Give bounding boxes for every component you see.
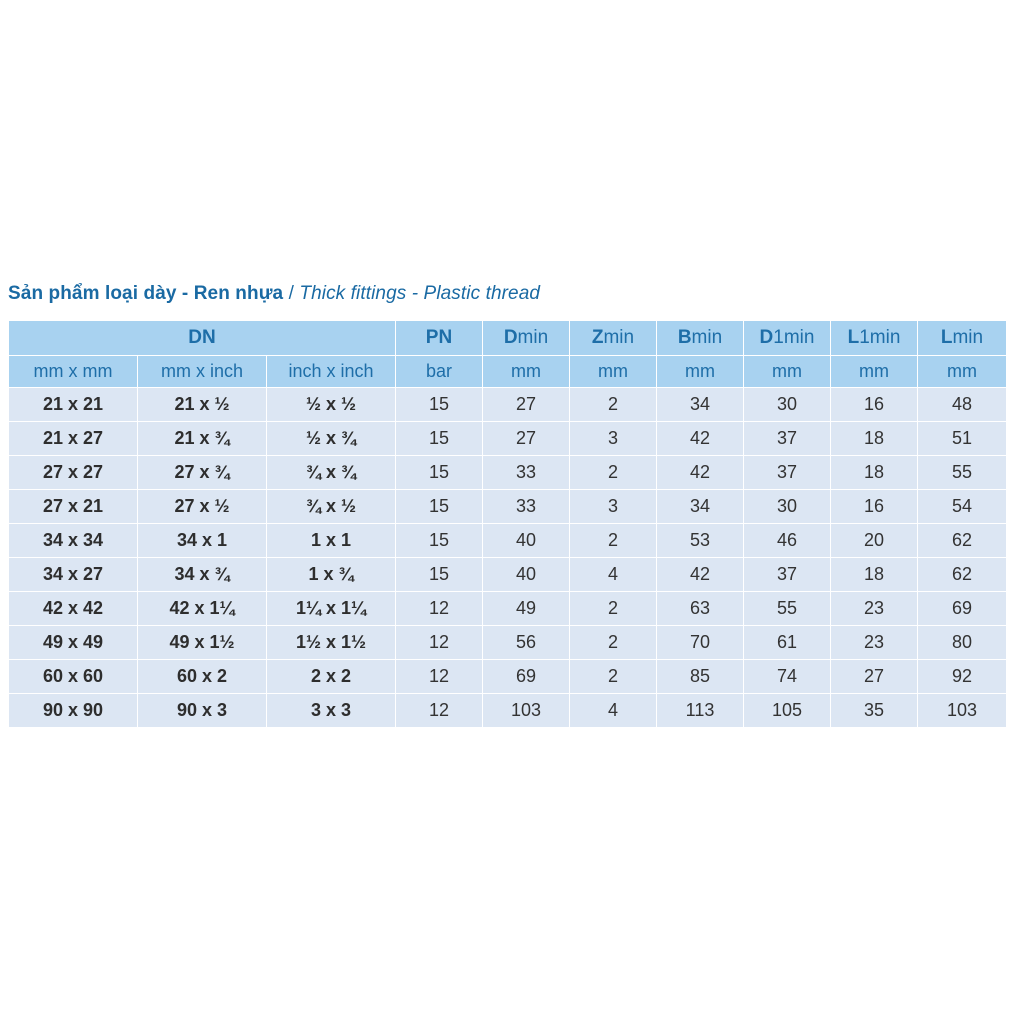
table-cell: 42 x 42: [9, 592, 138, 626]
table-cell: 27 x ¾: [138, 456, 267, 490]
header-d1min: D1min: [744, 321, 831, 356]
table-cell: 34 x 1: [138, 524, 267, 558]
table-cell: 62: [918, 558, 1007, 592]
header-dn: DN: [9, 321, 396, 356]
table-row: [9, 626, 1007, 660]
table-cell: 42 x 1¼: [138, 592, 267, 626]
table-cell: 3 x 3: [267, 694, 396, 728]
table-cell: ¾ x ½: [267, 490, 396, 524]
spec-table: [8, 320, 1007, 728]
table-cell: 34 x 27: [9, 558, 138, 592]
table-cell: 62: [918, 524, 1007, 558]
table-cell: 48: [918, 388, 1007, 422]
table-cell: 53: [657, 524, 744, 558]
table-cell: 1 x 1: [267, 524, 396, 558]
table-cell: 55: [918, 456, 1007, 490]
unit-cell: mm: [831, 356, 918, 388]
table-cell: 69: [483, 660, 570, 694]
table-cell: 27 x ½: [138, 490, 267, 524]
table-cell: 49 x 1½: [138, 626, 267, 660]
table-cell: 2: [570, 626, 657, 660]
table-row: [9, 422, 1007, 456]
table-cell: 27 x 21: [9, 490, 138, 524]
title-separator: /: [283, 283, 300, 304]
table-cell: 16: [831, 490, 918, 524]
table-cell: 56: [483, 626, 570, 660]
table-cell: 30: [744, 490, 831, 524]
table-cell: 12: [396, 592, 483, 626]
table-cell: 103: [483, 694, 570, 728]
table-cell: 3: [570, 422, 657, 456]
table-cell: 21 x 27: [9, 422, 138, 456]
table-row: [9, 558, 1007, 592]
table-cell: 34: [657, 490, 744, 524]
table-cell: 30: [744, 388, 831, 422]
header-row: [9, 321, 1007, 356]
table-cell: 21 x 21: [9, 388, 138, 422]
table-cell: ½ x ¾: [267, 422, 396, 456]
header-bmin: Bmin: [657, 321, 744, 356]
header-zmin: Zmin: [570, 321, 657, 356]
table-row: [9, 524, 1007, 558]
table-cell: 49: [483, 592, 570, 626]
table-row: [9, 388, 1007, 422]
table-cell: 18: [831, 558, 918, 592]
table-row: [9, 490, 1007, 524]
table-row: [9, 660, 1007, 694]
table-cell: 4: [570, 694, 657, 728]
table-cell: 37: [744, 456, 831, 490]
table-cell: 21 x ¾: [138, 422, 267, 456]
table-cell: 42: [657, 558, 744, 592]
table-cell: 18: [831, 456, 918, 490]
header-dmin: Dmin: [483, 321, 570, 356]
unit-cell: mm x inch: [138, 356, 267, 388]
table-cell: 4: [570, 558, 657, 592]
table-cell: 80: [918, 626, 1007, 660]
unit-cell: inch x inch: [267, 356, 396, 388]
table-cell: 27: [483, 388, 570, 422]
table-cell: 51: [918, 422, 1007, 456]
table-cell: 3: [570, 490, 657, 524]
table-cell: 113: [657, 694, 744, 728]
unit-cell: mm: [483, 356, 570, 388]
table-cell: 46: [744, 524, 831, 558]
table-cell: 1½ x 1½: [267, 626, 396, 660]
table-cell: 92: [918, 660, 1007, 694]
table-cell: 15: [396, 524, 483, 558]
table-cell: 33: [483, 490, 570, 524]
table-cell: 90 x 3: [138, 694, 267, 728]
unit-cell: bar: [396, 356, 483, 388]
table-cell: 1 x ¾: [267, 558, 396, 592]
header-l1min: L1min: [831, 321, 918, 356]
table-cell: 15: [396, 422, 483, 456]
table-cell: 20: [831, 524, 918, 558]
table-title: [8, 283, 540, 305]
table-row: [9, 456, 1007, 490]
table-cell: 42: [657, 456, 744, 490]
table-cell: 34 x ¾: [138, 558, 267, 592]
table-cell: 37: [744, 422, 831, 456]
table-cell: 60 x 2: [138, 660, 267, 694]
table-cell: 15: [396, 558, 483, 592]
table-cell: 12: [396, 694, 483, 728]
unit-cell: mm: [918, 356, 1007, 388]
table-cell: 40: [483, 558, 570, 592]
table-row: [9, 592, 1007, 626]
unit-cell: mm: [744, 356, 831, 388]
table-cell: 63: [657, 592, 744, 626]
header-pn: PN: [396, 321, 483, 356]
table-cell: 27 x 27: [9, 456, 138, 490]
table-cell: 2: [570, 524, 657, 558]
table-cell: 27: [831, 660, 918, 694]
table-cell: 15: [396, 490, 483, 524]
table-cell: 33: [483, 456, 570, 490]
table-cell: 55: [744, 592, 831, 626]
table-cell: 35: [831, 694, 918, 728]
table-cell: 15: [396, 456, 483, 490]
table-cell: 34: [657, 388, 744, 422]
header-lmin: Lmin: [918, 321, 1007, 356]
table-cell: 54: [918, 490, 1007, 524]
table-cell: 40: [483, 524, 570, 558]
table-cell: 2 x 2: [267, 660, 396, 694]
table-cell: 2: [570, 388, 657, 422]
table-cell: 1¼ x 1¼: [267, 592, 396, 626]
table-cell: ¾ x ¾: [267, 456, 396, 490]
table-cell: 2: [570, 660, 657, 694]
table-cell: ½ x ½: [267, 388, 396, 422]
table-cell: 27: [483, 422, 570, 456]
table-cell: 12: [396, 626, 483, 660]
table-cell: 85: [657, 660, 744, 694]
table-cell: 12: [396, 660, 483, 694]
table-cell: 74: [744, 660, 831, 694]
table-cell: 23: [831, 592, 918, 626]
table-cell: 2: [570, 592, 657, 626]
table-cell: 60 x 60: [9, 660, 138, 694]
table-cell: 23: [831, 626, 918, 660]
title-english: Thick fittings - Plastic thread: [299, 283, 541, 304]
table-cell: 49 x 49: [9, 626, 138, 660]
table-cell: 42: [657, 422, 744, 456]
table-cell: 70: [657, 626, 744, 660]
table-cell: 37: [744, 558, 831, 592]
table-cell: 2: [570, 456, 657, 490]
table-cell: 105: [744, 694, 831, 728]
title-vietnamese: Sản phẩm loại dày - Ren nhựa: [8, 283, 284, 304]
table-cell: 16: [831, 388, 918, 422]
table-cell: 61: [744, 626, 831, 660]
unit-cell: mm x mm: [9, 356, 138, 388]
unit-row: [9, 356, 1007, 388]
table-cell: 103: [918, 694, 1007, 728]
table-cell: 18: [831, 422, 918, 456]
table-cell: 90 x 90: [9, 694, 138, 728]
table-cell: 34 x 34: [9, 524, 138, 558]
table-cell: 69: [918, 592, 1007, 626]
table-cell: 15: [396, 388, 483, 422]
unit-cell: mm: [657, 356, 744, 388]
unit-cell: mm: [570, 356, 657, 388]
table-cell: 21 x ½: [138, 388, 267, 422]
table-row: [9, 694, 1007, 728]
